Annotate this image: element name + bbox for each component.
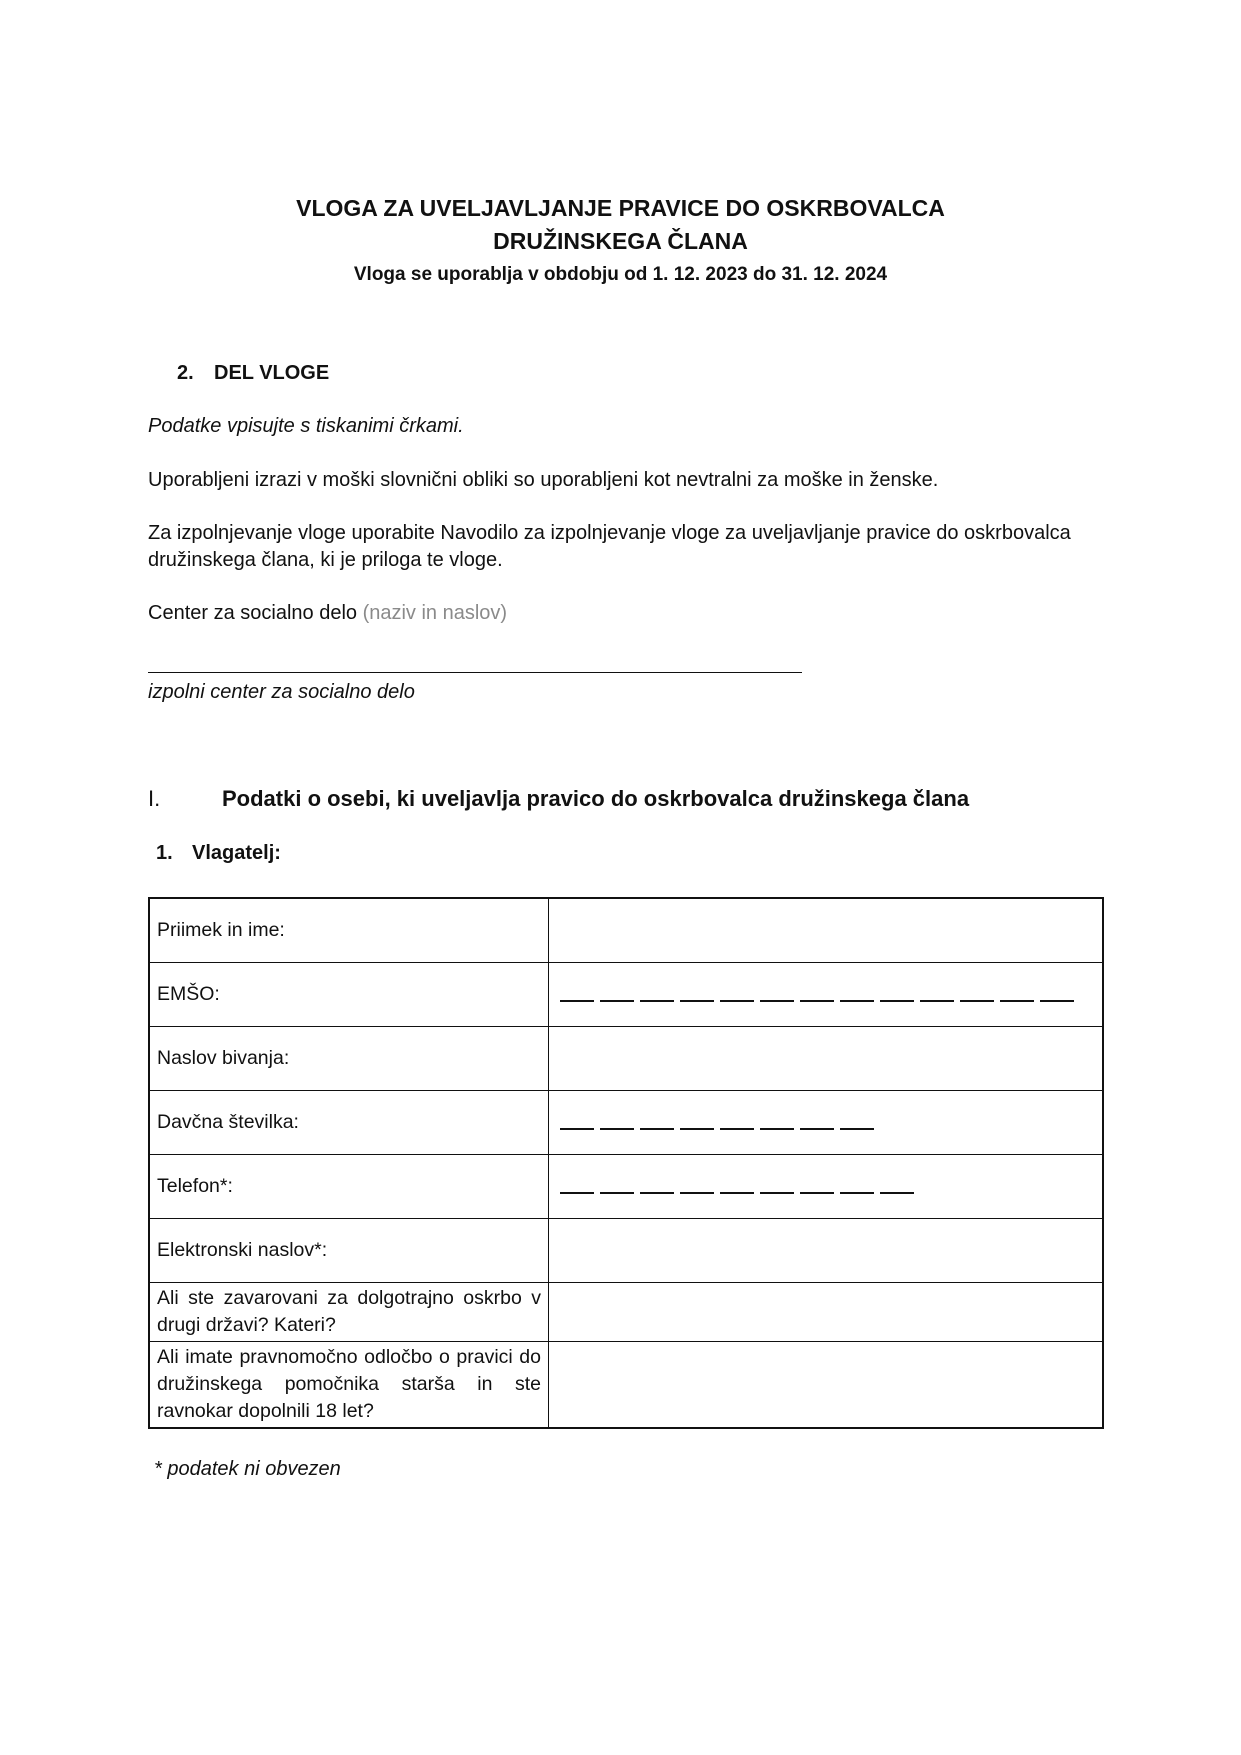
chapter-title: Podatki o osebi, ki uveljavlja pravico do oskrbovalca družinskega člana	[222, 786, 970, 811]
document-title	[0, 192, 1241, 290]
digit-slot	[680, 1000, 714, 1002]
phone-label: Telefon*:	[149, 1155, 549, 1219]
surname-name-label: Priimek in ime:	[149, 898, 549, 963]
phone-field[interactable]	[549, 1155, 1104, 1219]
title-line-2: DRUŽINSKEGA ČLANA	[493, 228, 748, 254]
digit-slot	[760, 1000, 794, 1002]
digit-slot	[760, 1128, 794, 1130]
footnote: * podatek ni obvezen	[154, 1458, 341, 1480]
digit-slot	[600, 1000, 634, 1002]
digit-slot	[720, 1192, 754, 1194]
center-label-row	[148, 600, 1108, 627]
emso-label: EMŠO:	[149, 963, 549, 1027]
digit-slot	[720, 1128, 754, 1130]
digit-slot	[680, 1128, 714, 1130]
table-row	[149, 1219, 1103, 1283]
table-row	[149, 1027, 1103, 1091]
digit-slot	[880, 1000, 914, 1002]
digit-slot	[640, 1128, 674, 1130]
digit-slot	[840, 1000, 874, 1002]
surname-name-field[interactable]	[549, 898, 1104, 963]
insured-abroad-label: Ali ste zavarovani za dolgotrajno oskrbo v drugi državi? Kateri?	[149, 1283, 549, 1342]
validity-period: Vloga se uporablja v obdobju od 1. 12. 2023 do 31. 12. 2024	[353, 264, 888, 285]
table-row	[149, 898, 1103, 963]
table-row	[149, 1342, 1103, 1429]
center-fill-note: izpolni center za socialno delo	[148, 681, 415, 703]
insured-abroad-field[interactable]	[549, 1283, 1104, 1342]
center-label: Center za socialno delo	[148, 602, 358, 624]
subsection-number: 1.	[156, 842, 173, 864]
digit-slot	[680, 1192, 714, 1194]
table-row	[149, 1283, 1103, 1342]
subsection-title: Vlagatelj:	[192, 842, 281, 864]
digit-slot	[840, 1192, 874, 1194]
digit-slot	[1040, 1000, 1074, 1002]
title-line-1: VLOGA ZA UVELJAVLJANJE PRAVICE DO OSKRBOVALCA	[296, 195, 945, 221]
address-label: Naslov bivanja:	[149, 1027, 549, 1091]
print-note: Podatke vpisujte s tiskanimi črkami.	[148, 415, 464, 437]
applicant-table	[148, 897, 1104, 1429]
table-row	[149, 1091, 1103, 1155]
chapter-heading	[148, 786, 969, 812]
chapter-number: I.	[148, 786, 161, 811]
emso-digit-slots	[556, 1000, 1095, 1002]
tax-number-label: Davčna številka:	[149, 1091, 549, 1155]
digit-slot	[840, 1128, 874, 1130]
address-field[interactable]	[549, 1027, 1104, 1091]
digit-slot	[960, 1000, 994, 1002]
digit-slot	[880, 1192, 914, 1194]
table-row	[149, 1155, 1103, 1219]
section-number: 2.	[177, 362, 194, 384]
digit-slot	[560, 1192, 594, 1194]
email-field[interactable]	[549, 1219, 1104, 1283]
digit-slot	[560, 1128, 594, 1130]
digit-slot	[640, 1192, 674, 1194]
digit-slot	[560, 1000, 594, 1002]
decision-question-field[interactable]	[549, 1342, 1104, 1429]
section-title: DEL VLOGE	[214, 362, 330, 384]
gender-note: Uporabljeni izrazi v moški slovnični obliki so uporabljeni kot nevtralni za moške in ženske.	[148, 469, 939, 491]
guide-note: Za izpolnjevanje vloge uporabite Navodilo za izpolnjevanje vloge za uveljavljanje pravice do oskrbovalca družinskega člana, ki je priloga te vloge.	[148, 522, 1071, 571]
center-hint: (naziv in naslov)	[362, 602, 508, 624]
digit-slot	[600, 1128, 634, 1130]
phone-digit-slots	[556, 1192, 1095, 1194]
section-heading	[177, 362, 329, 385]
center-fill-line[interactable]	[148, 672, 802, 673]
digit-slot	[800, 1000, 834, 1002]
emso-field[interactable]	[549, 963, 1104, 1027]
table-row	[149, 963, 1103, 1027]
digit-slot	[800, 1128, 834, 1130]
digit-slot	[800, 1192, 834, 1194]
tax-number-field[interactable]	[549, 1091, 1104, 1155]
digit-slot	[760, 1192, 794, 1194]
digit-slot	[920, 1000, 954, 1002]
subsection-heading	[156, 842, 281, 865]
tax-number-digit-slots	[556, 1128, 1095, 1130]
digit-slot	[600, 1192, 634, 1194]
decision-question-label: Ali imate pravnomočno odločbo o pravici do družinskega pomočnika starša in ste ravnokar dopolnili 18 let?	[149, 1342, 549, 1429]
digit-slot	[720, 1000, 754, 1002]
email-label: Elektronski naslov*:	[149, 1219, 549, 1283]
digit-slot	[1000, 1000, 1034, 1002]
digit-slot	[640, 1000, 674, 1002]
